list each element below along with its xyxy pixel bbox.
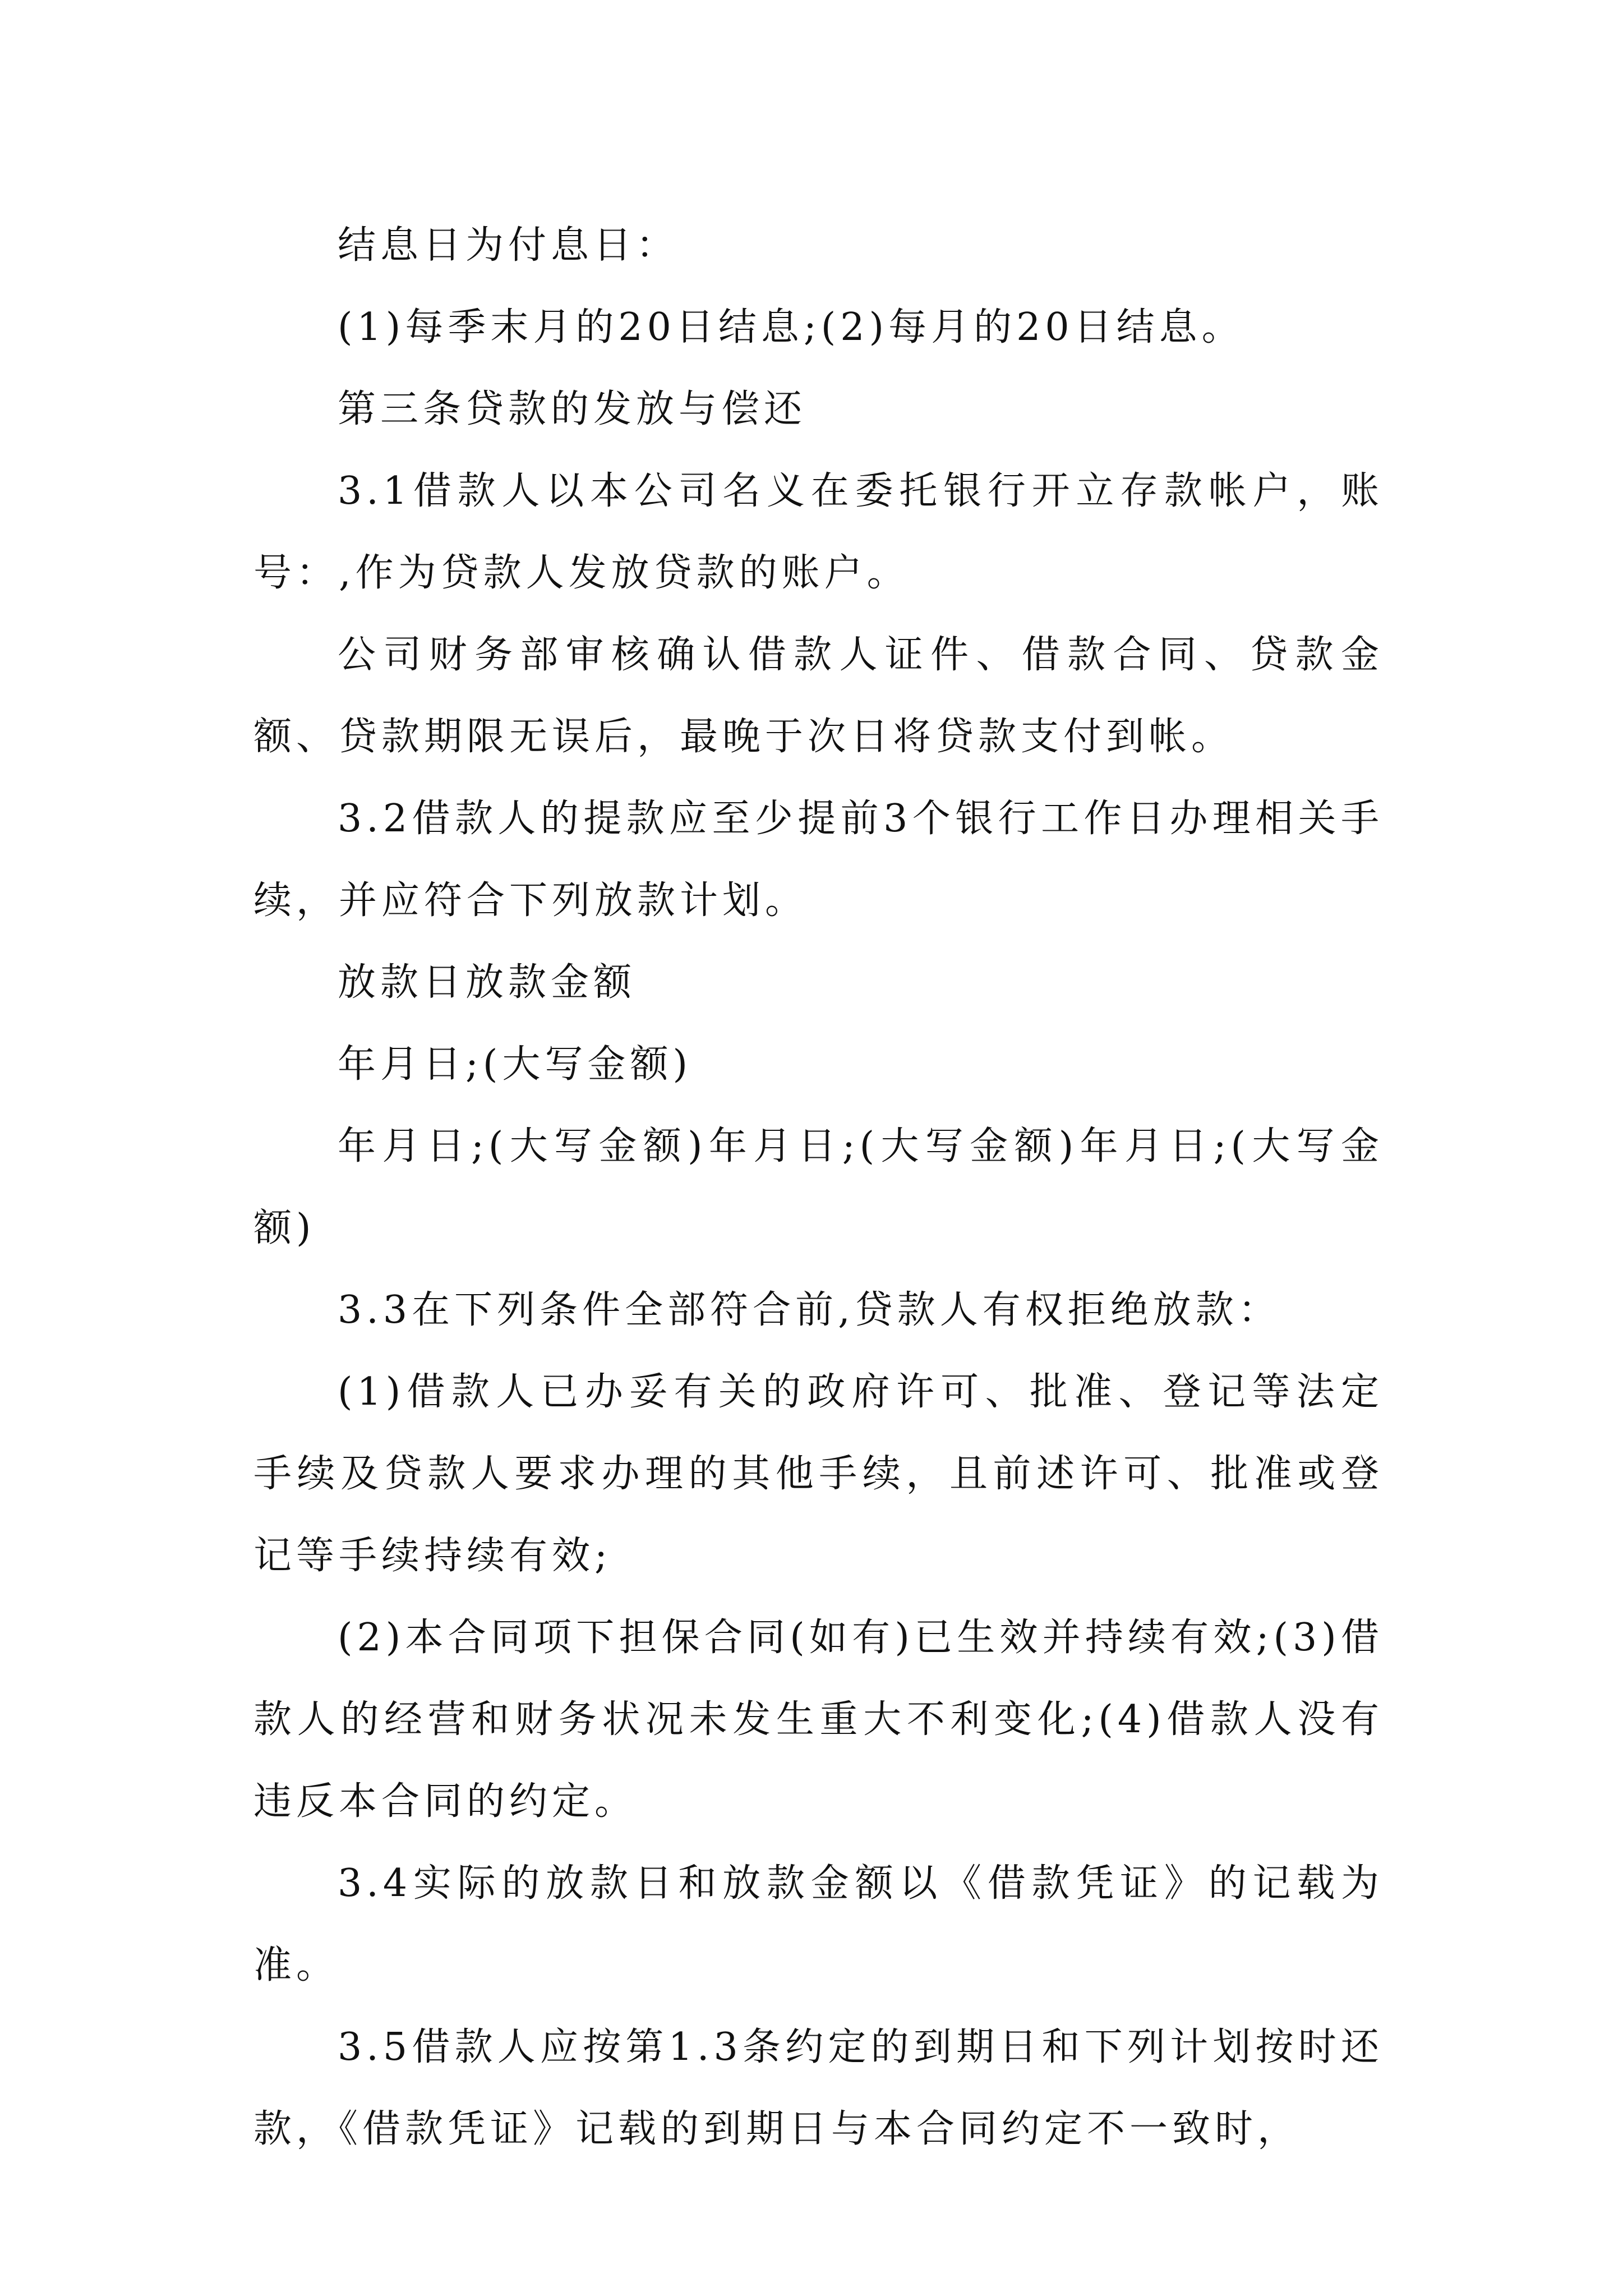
- paragraph-interest-date: 结息日为付息日：: [338, 223, 679, 268]
- paragraph-3-3: 3.3在下列条件全部符合前,贷款人有权拒绝放款：: [338, 1288, 1281, 1332]
- paragraph-finance-review: 公司财务部审核确认借款人证件、借款合同、贷款金额、贷款期限无误后，最晚于次日将贷款支付到帐。: [253, 633, 1384, 759]
- paragraph-3-1: 3.1借款人以本公司名义在委托银行开立存款帐户，账号：,作为贷款人发放贷款的账户。: [253, 469, 1384, 595]
- paragraph-disbursement-line-2: 年月日;(大写金额)年月日;(大写金额)年月日;(大写金额): [253, 1124, 1384, 1250]
- paragraph-disbursement-header: 放款日放款金额: [338, 960, 637, 1005]
- paragraph-interest-schedule: (1)每季末月的20日结息;(2)每月的20日结息。: [338, 305, 1244, 349]
- paragraph-3-2: 3.2借款人的提款应至少提前3个银行工作日办理相关手续，并应符合下列放款计划。: [253, 797, 1384, 923]
- section-heading-article-3: 第三条贷款的发放与偿还: [338, 387, 807, 431]
- paragraph-condition-1: (1)借款人已办妥有关的政府许可、批准、登记等法定手续及贷款人要求办理的其他手续，且前述许可、批准或登记等手续持续有效;: [253, 1370, 1384, 1578]
- paragraph-3-4: 3.4实际的放款日和放款金额以《借款凭证》的记载为准。: [253, 1861, 1384, 1987]
- paragraph-condition-2-4: (2)本合同项下担保合同(如有)已生效并持续有效;(3)借款人的经营和财务状况未发生重大不利变化;(4)借款人没有违反本合同的约定。: [253, 1616, 1384, 1824]
- document-body: [253, 205, 1384, 2170]
- paragraph-3-5: 3.5借款人应按第1.3条约定的到期日和下列计划按时还款，《借款凭证》记载的到期日与本合同约定不一致时，: [253, 2025, 1384, 2151]
- paragraph-disbursement-line-1: 年月日;(大写金额): [338, 1042, 692, 1087]
